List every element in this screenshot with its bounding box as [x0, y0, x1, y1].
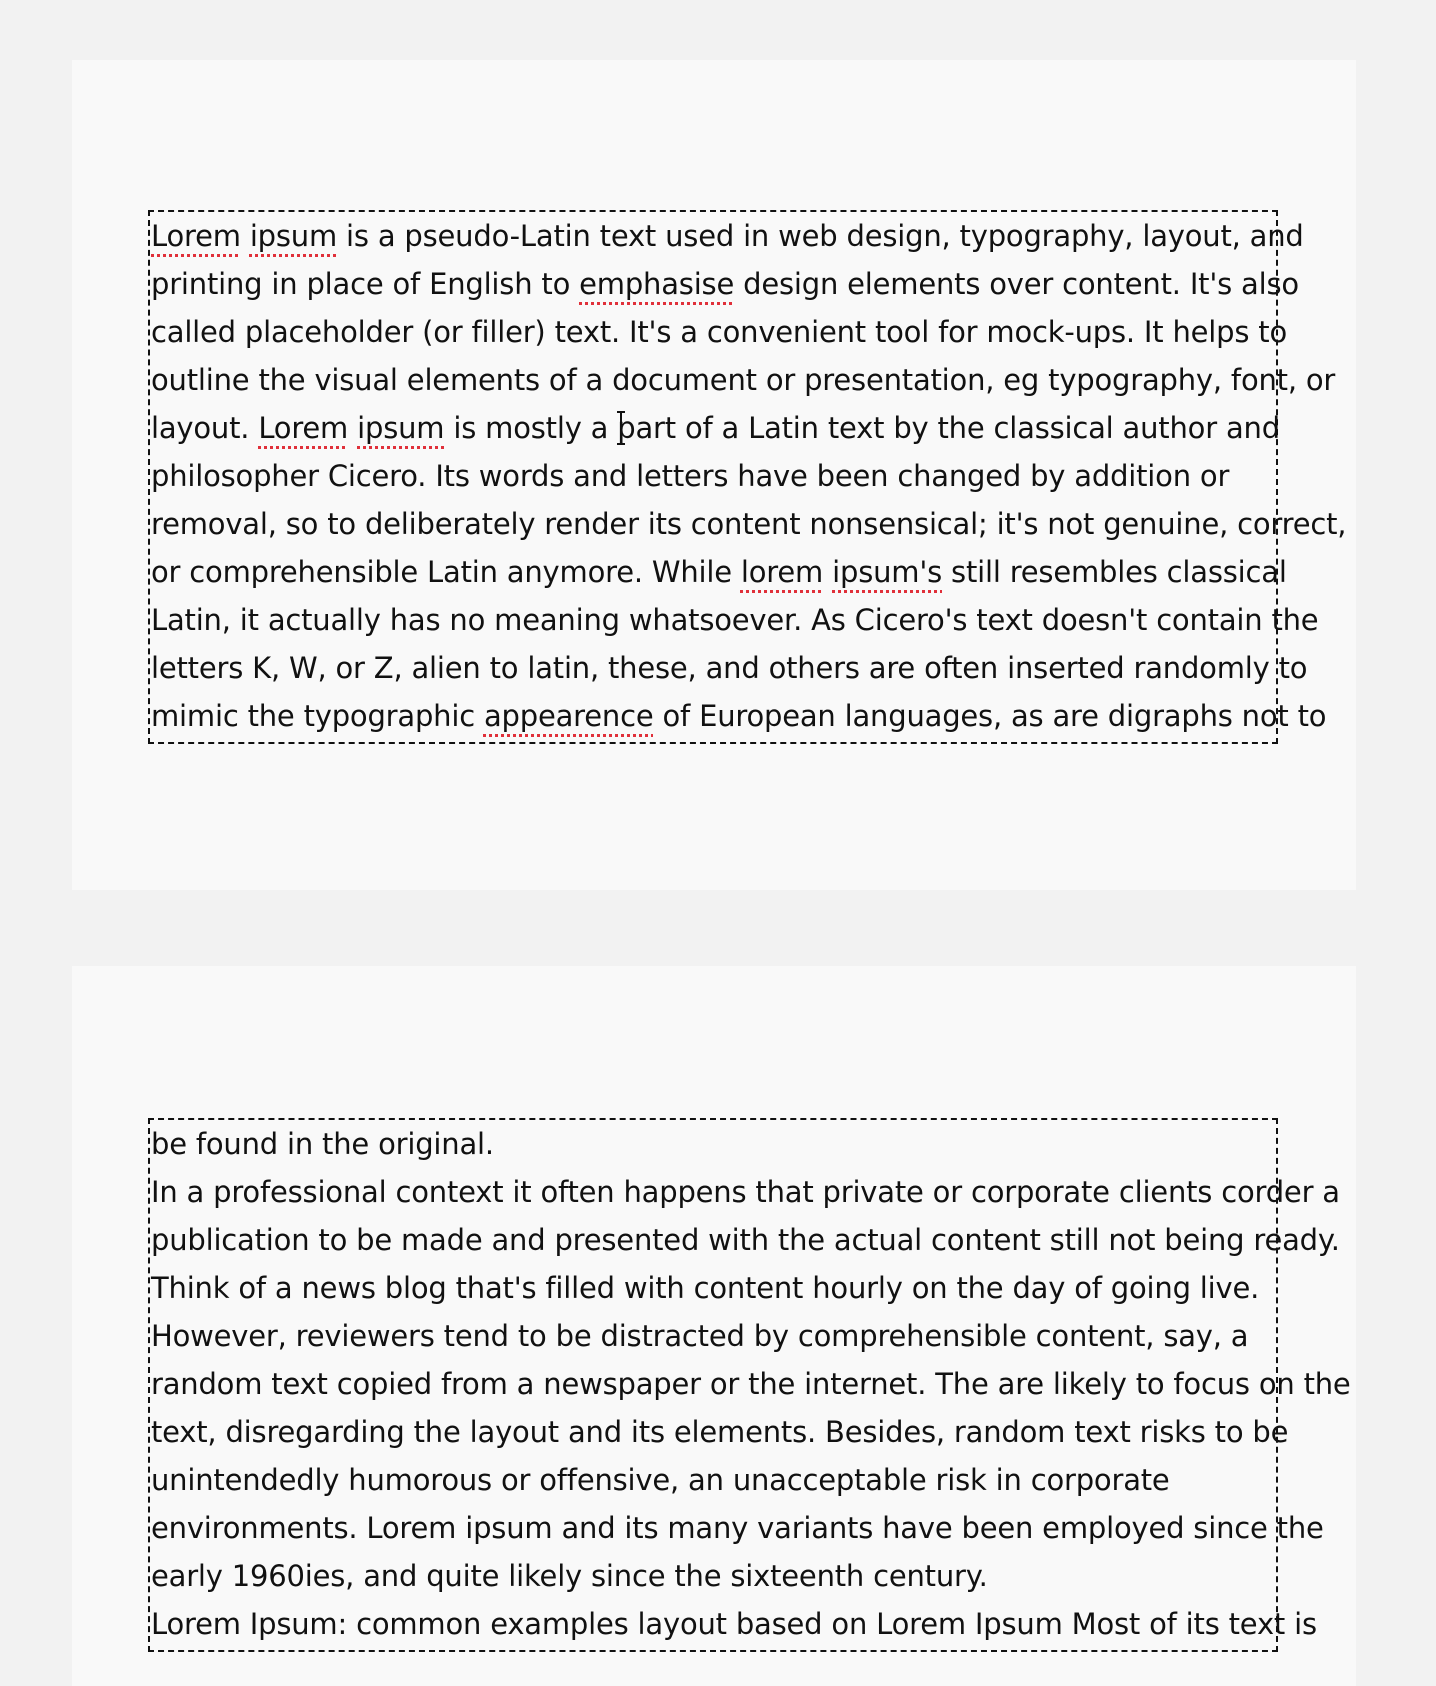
misspelled-word: Lorem: [258, 411, 349, 445]
text-line: [151, 596, 1319, 644]
text-run: letters K, W, or Z, alien to latin, these, and others are often inserted randomly to: [151, 651, 1308, 685]
text-line: [151, 308, 1287, 356]
misspelled-word: emphasise: [579, 267, 735, 301]
text-run: philosopher Cicero. Its words and letters have been changed by addition or: [151, 459, 1230, 493]
text-run: Think of a news blog that's filled with content hourly on the day of going live.: [151, 1271, 1260, 1305]
text-line: [151, 1216, 1340, 1264]
text-run: Latin, it actually has no meaning whatsoever. As Cicero's text doesn't contain the: [151, 603, 1319, 637]
text-line: [151, 1408, 1289, 1456]
misspelled-word: Lorem: [151, 219, 241, 253]
misspelled-word: ipsum: [249, 219, 338, 253]
text-cursor-icon: [614, 411, 628, 445]
text-run: Lorem Ipsum: common examples layout based on Lorem Ipsum Most of its text is: [151, 1607, 1317, 1641]
text-run: random text copied from a newspaper or the internet. The are likely to focus on the: [151, 1367, 1351, 1401]
text-run: [348, 411, 357, 445]
text-run: called placeholder (or filler) text. It's a convenient tool for mock-ups. It helps to: [151, 315, 1287, 349]
text-line: [151, 260, 1299, 308]
text-line: [151, 1168, 1340, 1216]
text-run: be found in the original.: [151, 1127, 494, 1161]
text-run: However, reviewers tend to be distracted by comprehensible content, say, a: [151, 1319, 1249, 1353]
text-run: layout.: [151, 411, 259, 445]
text-run: is mostly a part of a Latin text by the classical author and: [444, 411, 1280, 445]
text-run: unintendedly humorous or offensive, an unacceptable risk in corporate: [151, 1463, 1170, 1497]
text-run: design elements over content. It's also: [734, 267, 1299, 301]
text-run: early 1960ies, and quite likely since the sixteenth century.: [151, 1559, 988, 1593]
text-run: [823, 555, 832, 589]
text-run: environments. Lorem ipsum and its many variants have been employed since the: [151, 1511, 1324, 1545]
text-line: [151, 1120, 1276, 1168]
text-run: removal, so to deliberately render its content nonsensical; it's not genuine, correct,: [151, 507, 1347, 541]
text-run: is a pseudo-Latin text used in web design, typography, layout, and: [337, 219, 1304, 253]
text-run: [241, 219, 250, 253]
text-run: outline the visual elements of a document or presentation, eg typography, font, or: [151, 363, 1336, 397]
text-line: [151, 212, 1304, 260]
text-run: publication to be made and presented with the actual content still not being ready.: [151, 1223, 1340, 1257]
text-line: [151, 1552, 1276, 1600]
text-line: [151, 356, 1336, 404]
text-run: of European languages, as are digraphs not to: [653, 699, 1327, 733]
misspelled-word: ipsum: [357, 411, 445, 445]
text-line: [151, 1504, 1324, 1552]
text-line: [151, 404, 1280, 452]
text-run: or comprehensible Latin anymore. While: [151, 555, 741, 589]
misspelled-word: ipsum's: [832, 555, 943, 589]
text-line: [151, 548, 1287, 596]
text-run: In a professional context it often happens that private or corporate clients corder a: [151, 1175, 1340, 1209]
text-run: printing in place of English to: [151, 267, 580, 301]
text-run: text, disregarding the layout and its elements. Besides, random text risks to be: [151, 1415, 1289, 1449]
document-page-2: [72, 966, 1356, 1686]
text-run: mimic the typographic: [151, 699, 484, 733]
text-frame-1[interactable]: [148, 210, 1347, 744]
text-line: [151, 644, 1308, 692]
text-frame-2[interactable]: [148, 1118, 1351, 1652]
text-line: [151, 1264, 1276, 1312]
text-line: [151, 1600, 1317, 1648]
text-line: [151, 1360, 1351, 1408]
text-line: [151, 452, 1276, 500]
text-line: [151, 692, 1327, 740]
misspelled-word: appearence: [483, 699, 654, 733]
text-line: [151, 1312, 1276, 1360]
text-line: [151, 1456, 1276, 1504]
text-run: still resembles classical: [942, 555, 1287, 589]
document-page-1: [72, 60, 1356, 890]
text-line: [151, 500, 1347, 548]
misspelled-word: lorem: [740, 555, 824, 589]
